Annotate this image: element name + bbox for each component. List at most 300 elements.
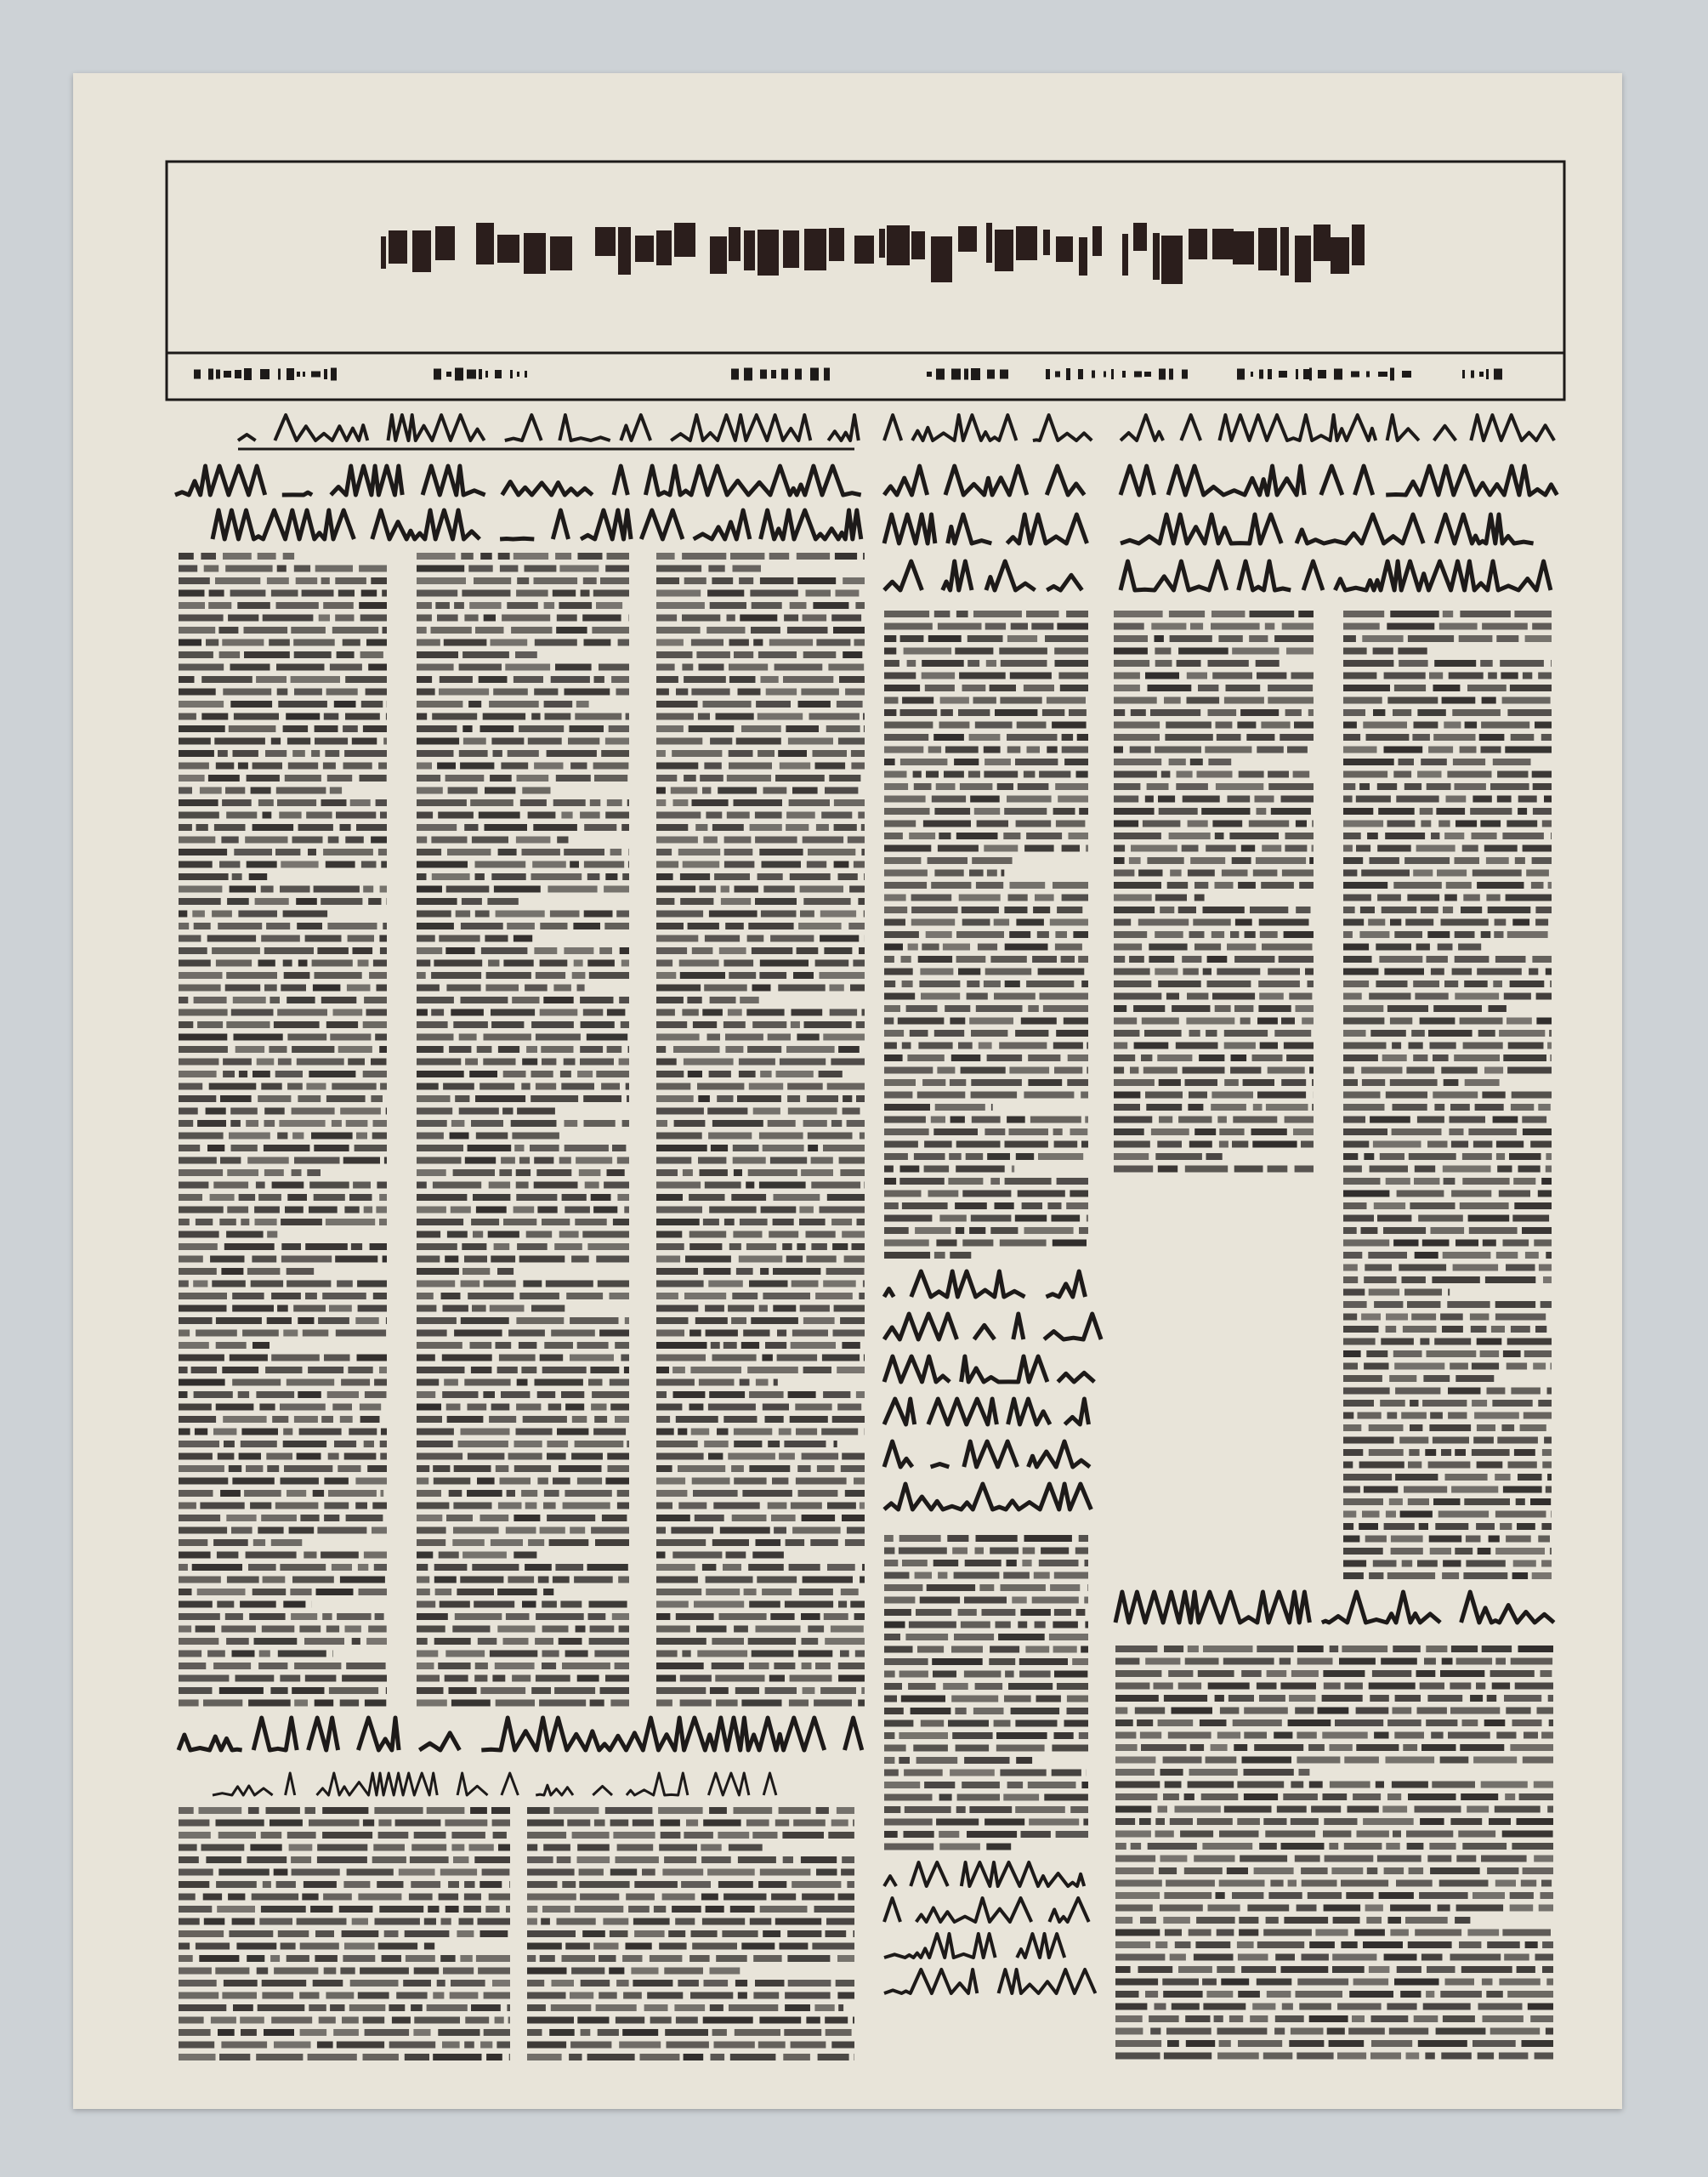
column-3-line — [656, 1145, 865, 1151]
text-word — [1131, 1843, 1141, 1850]
text-word — [1507, 1991, 1553, 1998]
column-3-line — [656, 898, 865, 905]
text-word — [352, 738, 377, 745]
text-word — [179, 787, 192, 794]
text-word — [1343, 1486, 1360, 1493]
headline-small-line — [884, 1898, 1089, 1922]
text-word — [856, 1021, 865, 1028]
text-word — [1450, 1104, 1470, 1111]
text-word — [1087, 1067, 1088, 1074]
text-word — [516, 1317, 564, 1324]
text-word — [1114, 673, 1140, 679]
text-word — [335, 1256, 377, 1263]
text-word — [324, 1968, 337, 1975]
text-word — [441, 1293, 461, 1299]
text-word — [1233, 1117, 1277, 1123]
text-word — [305, 1243, 348, 1250]
text-word — [656, 639, 684, 646]
text-word — [218, 627, 238, 634]
text-word — [1511, 1388, 1541, 1395]
column-2-line — [417, 566, 629, 572]
text-word — [792, 1881, 841, 1888]
text-word — [884, 1819, 933, 1826]
text-word — [760, 1906, 808, 1913]
text-word — [884, 660, 899, 667]
text-word — [332, 1120, 342, 1127]
text-word — [179, 837, 215, 844]
text-word — [780, 763, 810, 770]
text-word — [1535, 722, 1552, 729]
text-word — [337, 1613, 372, 1620]
text-word — [179, 960, 211, 967]
text-word — [1137, 1719, 1153, 1726]
text-word — [909, 1622, 956, 1628]
text-word — [841, 1589, 859, 1595]
text-word — [1444, 981, 1458, 987]
text-word — [218, 1869, 270, 1876]
text-word — [1332, 1954, 1376, 1961]
column-1-line — [179, 972, 387, 979]
text-word — [463, 1906, 481, 1913]
text-word — [179, 1108, 198, 1115]
text-word — [1280, 1658, 1291, 1665]
text-word — [755, 898, 797, 905]
text-word — [214, 738, 265, 745]
column-2-line — [417, 1589, 553, 1595]
text-word — [848, 923, 865, 929]
text-word — [536, 1034, 581, 1041]
text-word — [256, 1182, 265, 1189]
text-word — [1486, 895, 1500, 901]
lower-right-line — [1115, 1744, 1553, 1751]
text-word — [516, 1194, 557, 1201]
text-word — [749, 1465, 790, 1472]
text-word — [1081, 1092, 1088, 1099]
text-word — [607, 1169, 625, 1176]
text-word — [1462, 1719, 1478, 1726]
text-word — [752, 1651, 794, 1657]
text-word — [843, 651, 862, 658]
text-word — [1244, 1769, 1294, 1776]
column-1-line — [179, 1317, 387, 1324]
text-word — [497, 2042, 510, 2049]
text-word — [1206, 1991, 1233, 1998]
lower-left-col-2-line — [527, 1943, 854, 1950]
text-word — [1473, 2040, 1516, 2047]
column-6-line — [1343, 895, 1552, 901]
text-word — [801, 1169, 833, 1176]
text-word — [1206, 1757, 1237, 1764]
text-word — [862, 1009, 865, 1016]
text-word — [469, 1844, 494, 1851]
column-3-line — [656, 997, 759, 1003]
text-word — [329, 1305, 352, 1312]
text-word — [600, 577, 629, 584]
text-word — [299, 1992, 319, 1999]
text-word — [1417, 771, 1441, 778]
text-word — [378, 849, 387, 855]
text-word — [1274, 1732, 1292, 1739]
text-word — [474, 577, 511, 584]
text-word — [784, 1441, 826, 1447]
column-2-line — [417, 1379, 629, 1386]
text-word — [1472, 833, 1497, 839]
text-word — [386, 713, 387, 720]
text-word — [705, 935, 740, 942]
text-word — [911, 1708, 951, 1714]
text-word — [253, 824, 294, 831]
text-word — [659, 1844, 697, 1851]
text-word — [514, 553, 548, 560]
text-word — [449, 1046, 471, 1053]
text-word — [967, 1831, 1017, 1838]
text-word — [226, 1231, 264, 1238]
masthead-glyph-3 — [758, 230, 779, 276]
text-word — [1186, 1018, 1234, 1025]
column-6-line — [1343, 1141, 1552, 1148]
text-word — [862, 1564, 865, 1571]
text-word — [365, 2029, 410, 2036]
text-word — [536, 972, 565, 979]
text-word — [1114, 747, 1123, 753]
text-word — [1522, 2040, 1554, 2047]
column-4-lower-line — [884, 1671, 1087, 1678]
column-1-line — [179, 1342, 270, 1349]
text-word — [442, 2042, 460, 2049]
text-word — [1028, 1782, 1076, 1788]
text-word — [1047, 747, 1057, 753]
column-1-line — [179, 1478, 387, 1485]
text-word — [785, 1601, 833, 1608]
text-word — [784, 2029, 821, 2036]
text-word — [1433, 1005, 1482, 1012]
text-word — [1203, 969, 1211, 975]
text-word — [884, 1128, 929, 1135]
text-word — [501, 1391, 530, 1398]
text-word — [1420, 1018, 1455, 1025]
text-word — [922, 944, 939, 951]
text-word — [503, 1071, 526, 1077]
text-word — [1262, 845, 1281, 852]
text-word — [417, 590, 457, 597]
column-5-line — [1114, 1005, 1314, 1012]
text-word — [1408, 1498, 1429, 1505]
column-3-line — [656, 824, 865, 831]
text-word — [1003, 1572, 1030, 1579]
dateline-mark-4 — [1046, 369, 1050, 379]
column-4-line — [884, 956, 1088, 963]
text-word — [530, 1145, 559, 1151]
text-word — [1114, 931, 1147, 938]
column-3-line — [656, 972, 865, 979]
text-word — [1343, 821, 1383, 827]
text-word — [417, 1552, 433, 1559]
dateline-mark-6 — [1402, 371, 1411, 378]
text-word — [1516, 1498, 1525, 1505]
column-6-line — [1343, 833, 1552, 839]
column-3-line — [656, 1083, 865, 1090]
column-2-line — [417, 1281, 629, 1287]
text-word — [428, 1906, 439, 1913]
dateline-mark-4 — [1055, 372, 1060, 378]
masthead-glyph-6 — [1161, 236, 1183, 284]
text-word — [732, 1293, 758, 1299]
column-1-line — [179, 676, 387, 683]
text-word — [494, 1243, 510, 1250]
text-word — [1395, 1695, 1421, 1702]
text-word — [1343, 1018, 1384, 1025]
column-2-line — [417, 701, 589, 708]
text-word — [1362, 635, 1403, 642]
text-word — [697, 1651, 747, 1657]
column-6-line — [1343, 1265, 1552, 1271]
text-word — [374, 1807, 423, 1814]
column-2-line — [417, 1317, 629, 1324]
column-4-lower-line — [884, 1597, 1088, 1604]
text-word — [1260, 931, 1278, 938]
text-word — [593, 1943, 618, 1950]
masthead-glyph-3 — [829, 228, 844, 261]
text-word — [1400, 1991, 1421, 1998]
column-2-line — [417, 1021, 629, 1028]
text-word — [269, 1046, 287, 1053]
text-word — [562, 1955, 596, 1962]
column-5-line — [1114, 931, 1314, 938]
text-word — [179, 799, 218, 806]
column-4-line — [884, 697, 1086, 704]
text-word — [571, 1256, 589, 1263]
text-word — [909, 833, 935, 839]
text-word — [512, 997, 539, 1003]
text-word — [383, 923, 387, 929]
text-word — [1482, 1092, 1505, 1099]
text-word — [491, 873, 525, 880]
dateline-mark-4 — [1169, 369, 1173, 380]
masthead-glyph-4 — [879, 229, 885, 258]
text-word — [938, 845, 979, 852]
text-word — [861, 1687, 865, 1694]
column-2-line — [417, 935, 532, 942]
text-word — [262, 1980, 307, 1987]
text-word — [1266, 1917, 1279, 1924]
text-word — [1450, 1818, 1482, 1825]
text-word — [444, 639, 487, 646]
text-word — [685, 1256, 731, 1263]
text-word — [324, 1515, 339, 1521]
text-word — [1282, 2004, 1293, 2010]
text-word — [838, 1663, 865, 1669]
text-word — [475, 861, 526, 868]
text-word — [835, 553, 857, 560]
text-word — [656, 701, 698, 708]
text-word — [179, 947, 207, 954]
text-word — [1324, 1905, 1361, 1912]
text-word — [431, 837, 467, 844]
text-word — [701, 1844, 721, 1851]
text-word — [1467, 1806, 1489, 1813]
text-word — [1203, 1646, 1253, 1652]
lower-left-col-1-line — [179, 1894, 510, 1901]
text-word — [1028, 1054, 1060, 1061]
text-word — [330, 664, 362, 671]
text-word — [820, 1687, 856, 1694]
text-word — [708, 1404, 756, 1411]
text-word — [1450, 1708, 1500, 1714]
lower-left-col-2-line — [527, 2004, 843, 2011]
text-word — [231, 1009, 274, 1016]
text-word — [523, 1416, 567, 1423]
text-word — [364, 1207, 372, 1214]
text-word — [768, 1503, 787, 1509]
text-word — [1039, 1560, 1079, 1566]
text-word — [355, 1503, 367, 1509]
text-word — [1530, 2015, 1553, 2022]
text-word — [304, 1881, 337, 1888]
text-word — [956, 833, 998, 839]
text-word — [459, 1108, 499, 1115]
text-word — [758, 873, 783, 880]
text-word — [1343, 1400, 1374, 1407]
text-word — [825, 787, 858, 794]
dateline-mark-4 — [1122, 371, 1126, 378]
text-word — [232, 1293, 264, 1299]
text-word — [1394, 931, 1422, 938]
text-word — [707, 590, 744, 597]
text-word — [271, 590, 298, 597]
column-4-line — [884, 1043, 1088, 1049]
column-2-line — [417, 725, 629, 732]
text-word — [656, 1515, 690, 1521]
column-4-line — [884, 833, 1088, 839]
text-word — [1007, 747, 1021, 753]
text-word — [527, 2004, 546, 2011]
text-word — [540, 960, 568, 967]
text-word — [1229, 2015, 1243, 2022]
text-word — [1176, 783, 1208, 790]
text-word — [843, 577, 865, 584]
text-word — [1506, 1708, 1530, 1714]
column-4-lower-line — [884, 1708, 1088, 1714]
text-word — [758, 750, 775, 757]
text-word — [710, 1687, 729, 1694]
column-3-line — [656, 1416, 865, 1423]
text-word — [577, 1071, 593, 1077]
text-word — [1114, 623, 1144, 630]
text-word — [480, 2042, 492, 2049]
text-word — [1312, 821, 1314, 827]
text-word — [272, 1182, 304, 1189]
text-word — [623, 1992, 642, 1999]
text-word — [1343, 1498, 1383, 1505]
masthead-glyph-6 — [1122, 234, 1128, 276]
text-word — [683, 1169, 693, 1176]
text-word — [488, 1231, 519, 1238]
text-word — [294, 1416, 318, 1423]
text-word — [1467, 1930, 1499, 1936]
text-word — [417, 1293, 434, 1299]
text-word — [179, 1675, 229, 1682]
text-word — [1155, 895, 1187, 901]
column-1-line — [179, 602, 387, 609]
text-word — [1227, 944, 1256, 951]
text-word — [1295, 1856, 1320, 1862]
column-1-line — [179, 763, 387, 770]
text-word — [480, 1930, 508, 1937]
text-word — [969, 1806, 1012, 1813]
text-word — [417, 1613, 448, 1620]
text-word — [1198, 1670, 1234, 1677]
text-word — [216, 1317, 262, 1324]
text-word — [519, 1342, 537, 1349]
column-5-line — [1114, 1141, 1314, 1148]
text-word — [547, 1441, 568, 1447]
text-word — [497, 1589, 537, 1595]
text-word — [831, 2042, 854, 2049]
text-word — [741, 725, 781, 732]
text-word — [949, 1153, 962, 1160]
text-word — [1212, 993, 1255, 1000]
text-word — [1507, 931, 1548, 938]
text-word — [821, 1429, 858, 1435]
text-word — [1427, 1350, 1477, 1357]
text-word — [179, 1943, 190, 1950]
column-3-line — [656, 812, 865, 819]
column-3-line — [656, 577, 865, 584]
text-word — [1432, 1782, 1475, 1788]
text-word — [1291, 1670, 1319, 1677]
text-word — [950, 1252, 971, 1259]
text-word — [884, 993, 915, 1000]
text-word — [321, 997, 357, 1003]
text-word — [253, 1071, 270, 1077]
text-word — [616, 911, 629, 918]
column-4-line — [884, 722, 1087, 729]
text-word — [616, 1980, 629, 1987]
column-3-line — [656, 1009, 865, 1016]
dateline-mark-1 — [525, 371, 527, 378]
text-word — [1286, 1054, 1314, 1061]
text-word — [775, 1918, 821, 1925]
text-word — [734, 1807, 773, 1814]
column-6-line — [1343, 648, 1427, 655]
text-word — [1406, 1831, 1453, 1838]
text-word — [689, 1194, 724, 1201]
lower-left-col-2-line — [527, 1930, 854, 1937]
text-word — [838, 2004, 843, 2011]
text-word — [527, 1856, 553, 1863]
column-1-line — [179, 923, 387, 929]
text-word — [228, 1894, 245, 1901]
text-word — [1460, 1202, 1509, 1209]
text-word — [1144, 1030, 1182, 1037]
text-word — [475, 911, 490, 918]
text-word — [854, 1930, 855, 1937]
text-word — [381, 1429, 387, 1435]
text-word — [417, 1589, 430, 1595]
text-word — [278, 1930, 309, 1937]
text-word — [1363, 1818, 1414, 1825]
text-word — [940, 709, 953, 716]
text-word — [1217, 1966, 1234, 1973]
text-word — [280, 886, 310, 893]
text-word — [602, 1515, 627, 1521]
column-1-line — [179, 1429, 387, 1435]
text-word — [1022, 1202, 1042, 1209]
text-word — [777, 1330, 786, 1337]
text-word — [750, 1918, 772, 1925]
text-word — [908, 944, 918, 951]
text-word — [601, 1083, 620, 1090]
